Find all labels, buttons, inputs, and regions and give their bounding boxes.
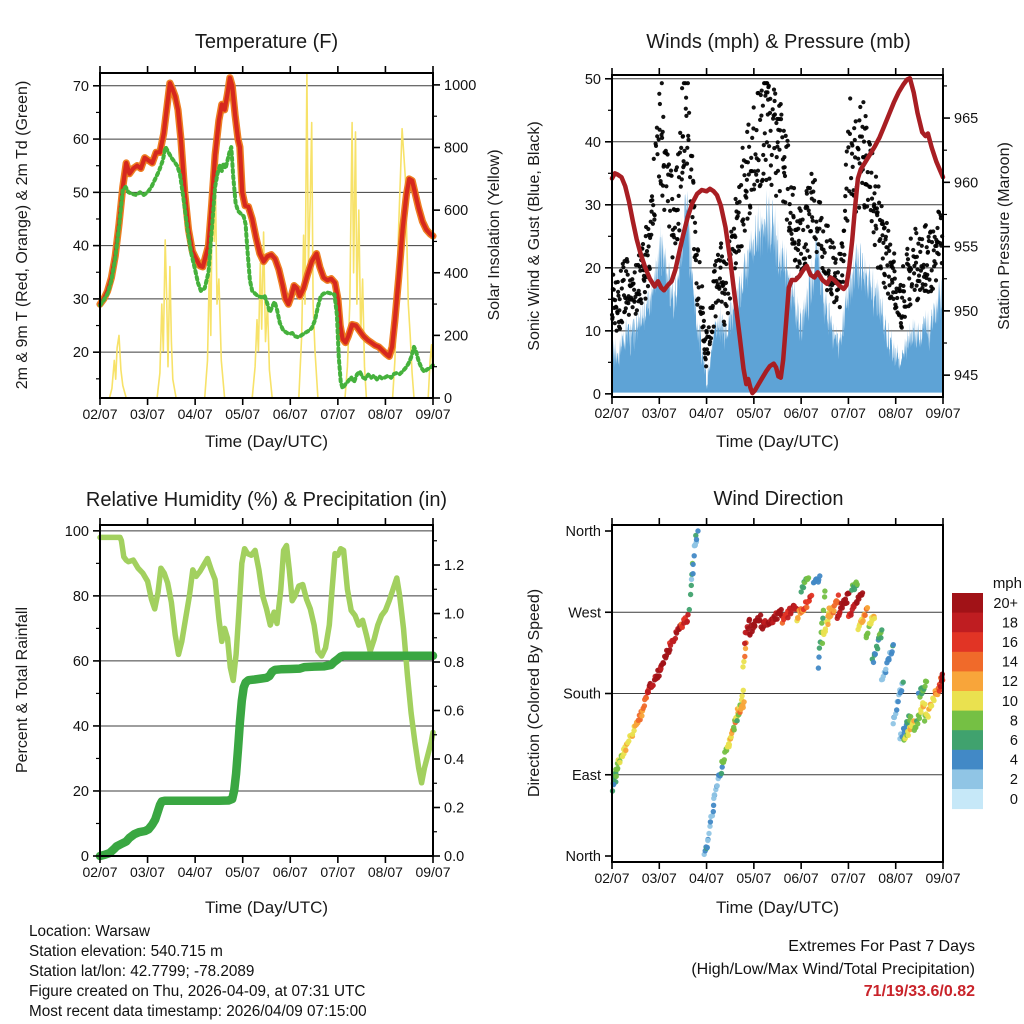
svg-text:960: 960 <box>954 175 979 192</box>
svg-text:10: 10 <box>584 323 601 340</box>
extremes-values: 71/19/33.6/0.82 <box>863 983 975 1000</box>
svg-text:08/07: 08/07 <box>878 405 914 421</box>
svg-text:20: 20 <box>72 345 89 362</box>
svg-text:03/07: 03/07 <box>641 405 677 421</box>
svg-text:50: 50 <box>584 71 601 88</box>
svg-text:03/07: 03/07 <box>130 406 166 422</box>
svg-text:600: 600 <box>444 203 469 220</box>
ylabel-solar-right: Solar Insolation (Yellow) <box>486 149 503 321</box>
svg-text:10: 10 <box>1001 693 1018 710</box>
svg-text:05/07: 05/07 <box>225 864 261 880</box>
svg-text:07/07: 07/07 <box>830 870 866 886</box>
svg-text:20: 20 <box>72 783 89 800</box>
svg-text:North: North <box>565 524 601 541</box>
svg-text:60: 60 <box>72 132 89 149</box>
svg-text:03/07: 03/07 <box>641 870 677 886</box>
svg-text:8: 8 <box>1009 713 1018 730</box>
extremes-subtitle: (High/Low/Max Wind/Total Precipitation) <box>691 960 975 978</box>
svg-text:06/07: 06/07 <box>272 864 308 880</box>
svg-text:04/07: 04/07 <box>177 864 213 880</box>
svg-text:0.6: 0.6 <box>444 703 465 720</box>
xlabel-humidity: Time (Day/UTC) <box>204 898 329 917</box>
svg-text:1.0: 1.0 <box>444 606 465 623</box>
svg-text:945: 945 <box>954 368 979 385</box>
svg-text:09/07: 09/07 <box>415 864 451 880</box>
ylabel-direction-left: Direction (Colored By Speed) <box>526 588 543 798</box>
svg-text:20+: 20+ <box>993 595 1018 612</box>
svg-text:800: 800 <box>444 140 469 157</box>
svg-text:40: 40 <box>72 238 89 255</box>
svg-text:West: West <box>568 605 601 622</box>
svg-text:06/07: 06/07 <box>783 870 819 886</box>
svg-text:40: 40 <box>584 134 601 151</box>
ylabel-wind-left: Sonic Wind & Gust (Blue, Black) <box>526 121 543 351</box>
svg-text:04/07: 04/07 <box>689 870 725 886</box>
svg-text:07/07: 07/07 <box>320 864 356 880</box>
svg-text:12: 12 <box>1001 674 1018 691</box>
svg-text:0.0: 0.0 <box>444 849 465 865</box>
svg-text:1000: 1000 <box>444 77 477 94</box>
station-location: Location: Warsaw <box>29 923 151 940</box>
svg-text:400: 400 <box>444 265 469 282</box>
svg-text:05/07: 05/07 <box>736 405 772 421</box>
title-temperature: Temperature (F) <box>194 31 339 53</box>
svg-text:20: 20 <box>584 260 601 277</box>
station-info <box>29 922 367 1022</box>
svg-text:02/07: 02/07 <box>82 406 118 422</box>
svg-text:30: 30 <box>584 197 601 214</box>
svg-text:09/07: 09/07 <box>925 870 961 886</box>
svg-text:950: 950 <box>954 303 979 320</box>
svg-text:mph: mph <box>992 575 1022 592</box>
title-wind-direction: Wind Direction <box>713 488 844 510</box>
svg-text:0: 0 <box>444 391 453 407</box>
svg-text:16: 16 <box>1001 635 1018 651</box>
xlabel-winds: Time (Day/UTC) <box>715 432 840 451</box>
svg-text:02/07: 02/07 <box>594 870 630 886</box>
ylabel-pressure-right: Station Pressure (Maroon) <box>996 142 1013 330</box>
station-latlon: Station lat/lon: 42.7799; -78.2089 <box>29 963 255 980</box>
svg-text:4: 4 <box>1009 752 1018 769</box>
svg-text:06/07: 06/07 <box>272 406 308 422</box>
svg-text:0: 0 <box>80 849 89 865</box>
svg-text:200: 200 <box>444 328 469 345</box>
svg-text:965: 965 <box>954 111 979 128</box>
svg-text:0.4: 0.4 <box>444 752 465 769</box>
svg-text:18: 18 <box>1001 615 1018 632</box>
svg-text:0: 0 <box>592 386 601 403</box>
svg-text:08/07: 08/07 <box>367 864 403 880</box>
title-winds: Winds (mph) & Pressure (mb) <box>646 31 911 53</box>
svg-text:50: 50 <box>72 185 89 202</box>
svg-text:2: 2 <box>1009 772 1018 789</box>
extremes-title: Extremes For Past 7 Days <box>788 938 975 955</box>
svg-text:60: 60 <box>72 653 89 670</box>
figure-created: Figure created on Thu, 2026-04-09, at 07:31 UTC <box>29 983 366 1000</box>
svg-text:05/07: 05/07 <box>736 870 772 886</box>
svg-text:09/07: 09/07 <box>925 405 961 421</box>
svg-text:14: 14 <box>1001 654 1018 671</box>
svg-text:70: 70 <box>72 78 89 95</box>
svg-text:02/07: 02/07 <box>82 864 118 880</box>
svg-text:North: North <box>565 849 601 866</box>
svg-text:05/07: 05/07 <box>225 406 261 422</box>
svg-text:09/07: 09/07 <box>415 406 451 422</box>
svg-text:East: East <box>571 767 601 784</box>
title-humidity: Relative Humidity (%) & Precipitation (in) <box>85 489 448 511</box>
svg-text:08/07: 08/07 <box>367 406 403 422</box>
svg-text:0: 0 <box>1009 791 1018 808</box>
xlabel-direction: Time (Day/UTC) <box>715 898 840 917</box>
svg-text:07/07: 07/07 <box>320 406 356 422</box>
svg-text:04/07: 04/07 <box>177 406 213 422</box>
svg-text:6: 6 <box>1009 733 1018 749</box>
svg-text:04/07: 04/07 <box>689 405 725 421</box>
svg-text:02/07: 02/07 <box>594 405 630 421</box>
svg-text:955: 955 <box>954 239 979 256</box>
svg-text:0.2: 0.2 <box>444 800 465 817</box>
svg-text:80: 80 <box>72 588 89 605</box>
svg-text:1.2: 1.2 <box>444 558 465 575</box>
ylabel-temperature-left: 2m & 9m T (Red, Orange) & 2m Td (Green) <box>14 80 31 390</box>
svg-text:08/07: 08/07 <box>878 870 914 886</box>
svg-text:South: South <box>563 686 601 703</box>
extremes-block <box>691 936 975 1004</box>
svg-text:03/07: 03/07 <box>130 864 166 880</box>
data-timestamp: Most recent data timestamp: 2026/04/09 07:15:00 <box>29 1003 367 1020</box>
ylabel-humidity-left: Percent & Total Rainfall <box>14 607 31 774</box>
svg-text:0.8: 0.8 <box>444 655 465 672</box>
svg-text:40: 40 <box>72 718 89 735</box>
xlabel-temperature: Time (Day/UTC) <box>204 432 329 451</box>
svg-text:06/07: 06/07 <box>783 405 819 421</box>
station-elevation: Station elevation: 540.715 m <box>29 943 223 960</box>
svg-text:30: 30 <box>72 291 89 308</box>
svg-text:07/07: 07/07 <box>830 405 866 421</box>
svg-text:100: 100 <box>64 523 89 540</box>
